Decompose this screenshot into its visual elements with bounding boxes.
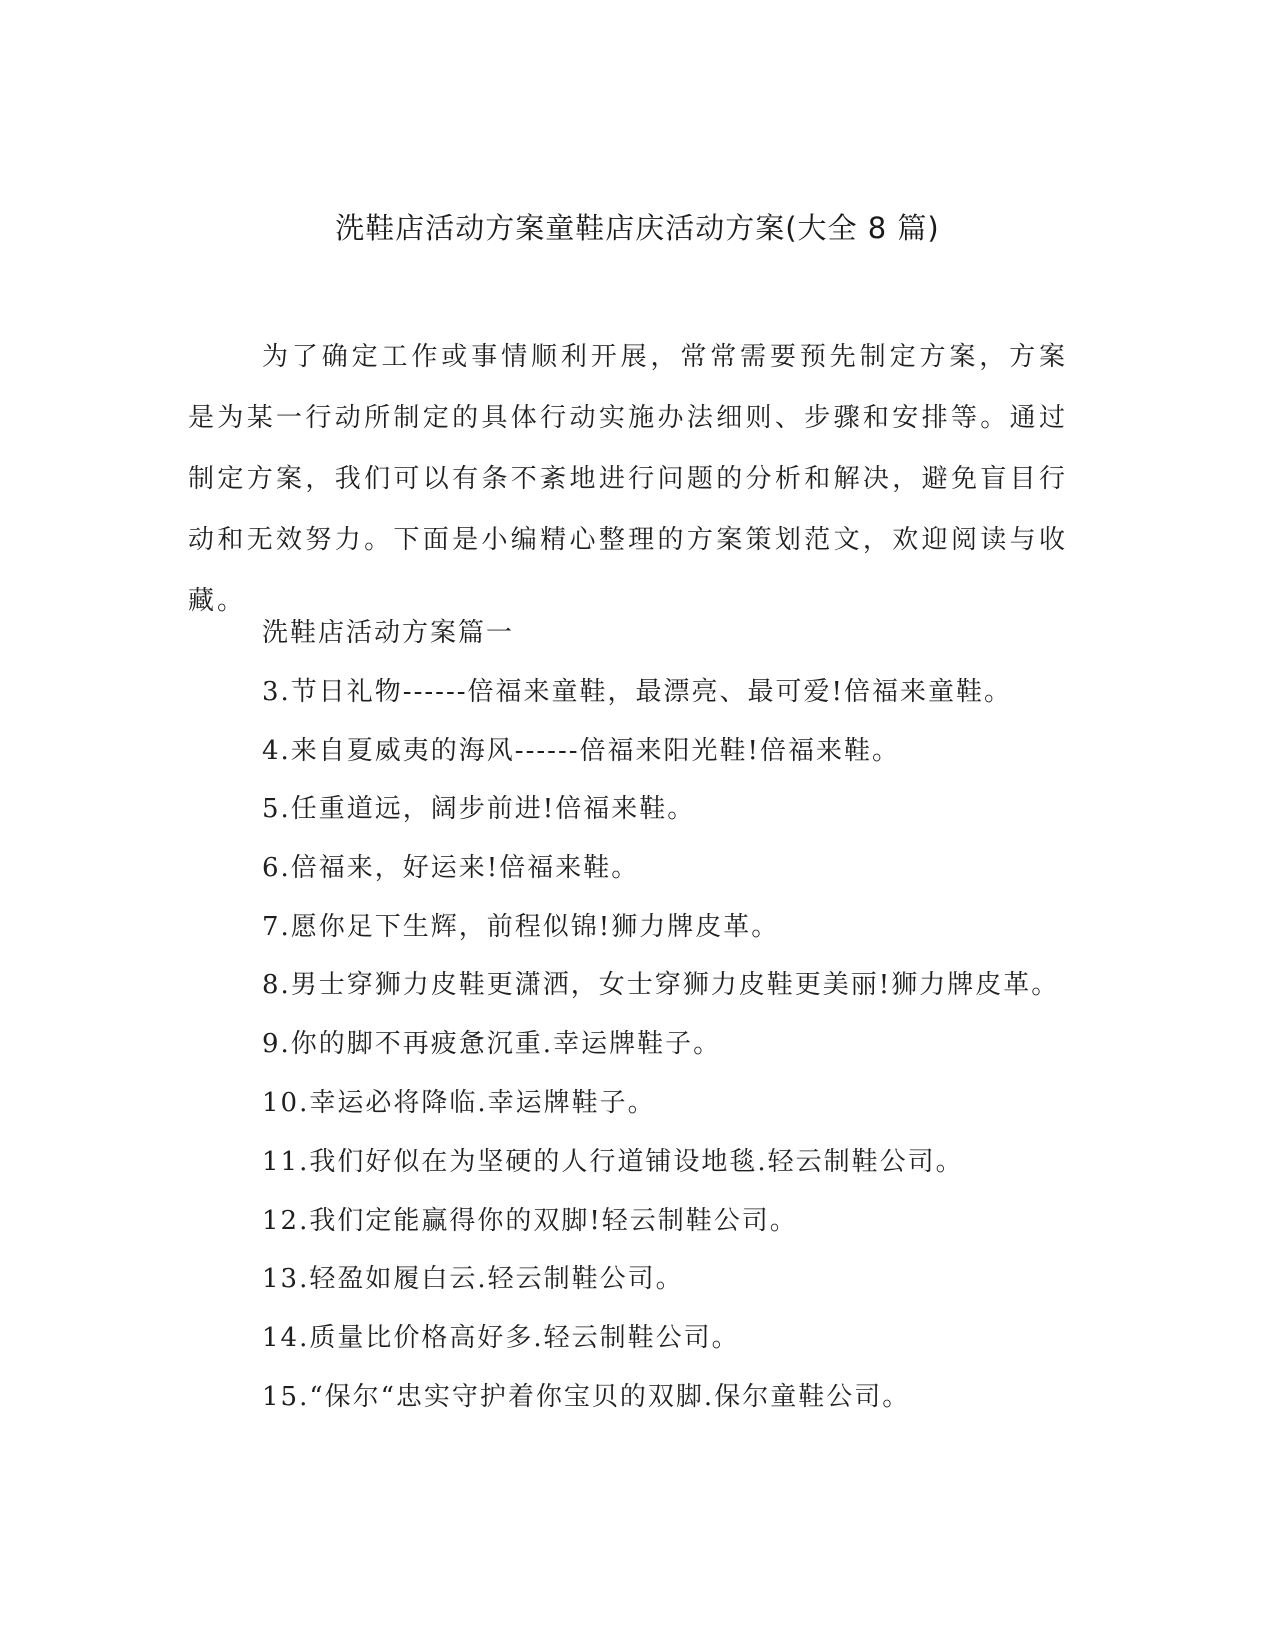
document-title: 洗鞋店活动方案童鞋店庆活动方案(大全 8 篇) (335, 211, 940, 245)
list-item: 15.“保尔“忠实守护着你宝贝的双脚.保尔童鞋公司。 (262, 1382, 911, 1412)
intro-paragraph: 为了确定工作或事情顺利开展，常常需要预先制定方案，方案是为某一行动所制定的具体行动实施办法细则、步骤和安排等。通过制定方案，我们可以有条不紊地进行问题的分析和解决，避免盲目行动和无效努力。下面是小编精心整理的方案策划范文，欢迎阅读与收藏。 (188, 342, 1068, 616)
list-item: 12.我们定能赢得你的双脚!轻云制鞋公司。 (262, 1206, 798, 1236)
list-item: 9.你的脚不再疲惫沉重.幸运牌鞋子。 (262, 1029, 722, 1059)
section-heading: 洗鞋店活动方案篇一 (262, 618, 515, 648)
list-item: 10.幸运必将降临.幸运牌鞋子。 (262, 1088, 656, 1118)
list-item: 11.我们好似在为坚硬的人行道铺设地毯.轻云制鞋公司。 (262, 1147, 964, 1177)
list-item: 7.愿你足下生辉，前程似锦!狮力牌皮革。 (262, 912, 780, 942)
list-item: 4.来自夏威夷的海风------倍福来阳光鞋!倍福来鞋。 (262, 736, 900, 766)
list-item: 13.轻盈如履白云.轻云制鞋公司。 (262, 1264, 684, 1294)
list-item: 14.质量比价格高好多.轻云制鞋公司。 (262, 1323, 740, 1353)
list-item: 8.男士穿狮力皮鞋更潇洒，女士穿狮力皮鞋更美丽!狮力牌皮革。 (262, 970, 1060, 1000)
list-item: 6.倍福来，好运来!倍福来鞋。 (262, 853, 640, 883)
list-item: 3.节日礼物------倍福来童鞋，最漂亮、最可爱!倍福来童鞋。 (262, 677, 1012, 707)
list-item: 5.任重道远，阔步前进!倍福来鞋。 (262, 794, 696, 824)
